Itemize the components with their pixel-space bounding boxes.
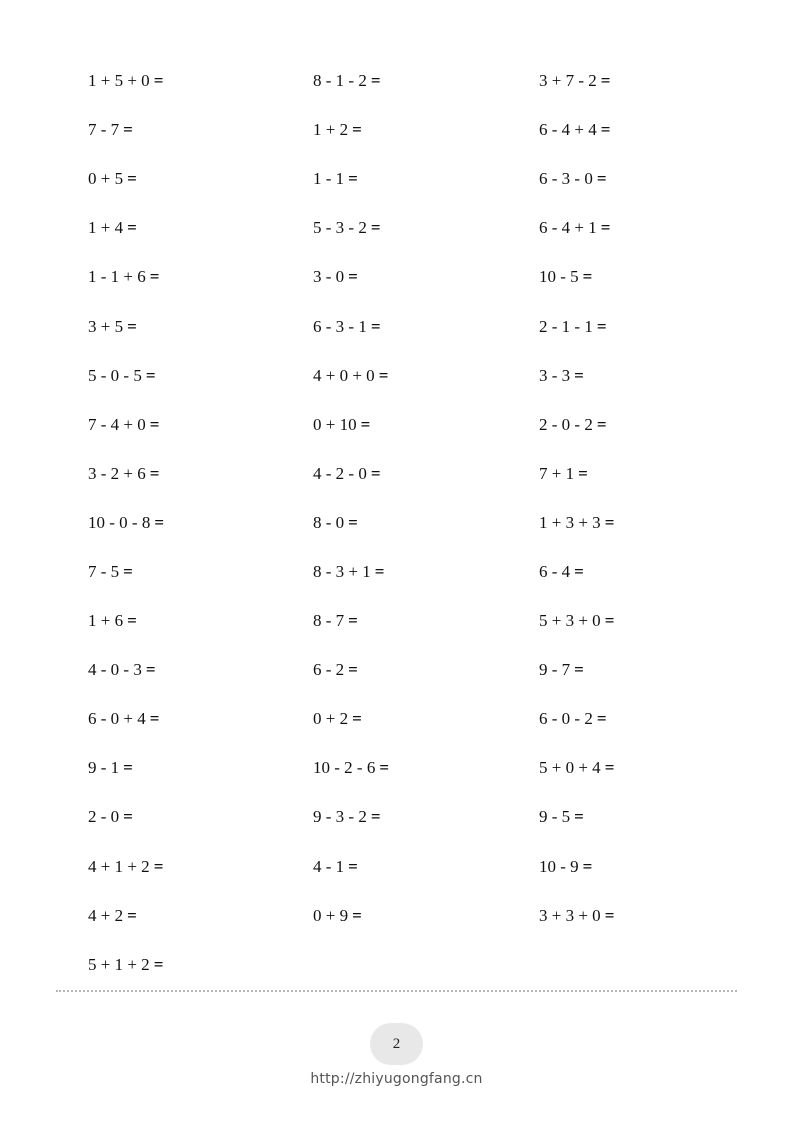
problem-expression: 9 - 1 <box>88 758 120 778</box>
math-problem <box>539 792 768 841</box>
problem-expression: 5 + 1 + 2 <box>88 954 150 974</box>
math-problem <box>88 547 313 596</box>
problem-expression: 7 - 4 + 0 <box>88 414 146 434</box>
math-problem <box>88 596 313 645</box>
problem-expression: 4 + 0 + 0 <box>313 365 375 385</box>
math-problem <box>313 547 539 596</box>
equals-sign: = <box>604 905 615 925</box>
problem-expression: 2 - 0 - 2 <box>539 414 593 434</box>
equals-sign: = <box>145 660 156 680</box>
footer-url[interactable]: http://zhiyugongfang.cn <box>310 1071 483 1087</box>
math-problem <box>539 105 768 154</box>
equals-sign: = <box>578 463 588 483</box>
math-problem <box>313 203 539 252</box>
problem-expression: 6 - 0 - 2 <box>539 709 593 729</box>
math-problem <box>539 940 768 989</box>
problem-expression: 6 - 3 - 1 <box>313 316 367 336</box>
equals-sign: = <box>123 807 133 827</box>
problem-expression: 3 + 5 <box>88 316 124 336</box>
page-number-badge <box>370 1023 423 1065</box>
problem-expression: 0 + 10 <box>313 414 357 434</box>
problem-expression: 3 + 3 + 0 <box>539 905 601 925</box>
math-problem <box>88 498 313 547</box>
problem-expression: 0 + 5 <box>88 169 124 189</box>
math-problem <box>313 56 539 105</box>
equals-sign: = <box>574 807 584 827</box>
problem-expression: 1 + 2 <box>313 120 349 140</box>
equals-sign: = <box>370 71 381 91</box>
math-problem <box>539 400 768 449</box>
equals-sign: = <box>348 660 358 680</box>
problem-expression: 6 - 4 + 1 <box>539 218 597 238</box>
math-problem <box>313 596 539 645</box>
problem-expression: 1 + 5 + 0 <box>88 71 150 91</box>
equals-sign: = <box>370 463 381 483</box>
equals-sign: = <box>370 316 381 336</box>
equals-sign: = <box>582 267 593 287</box>
problem-expression: 7 + 1 <box>539 463 575 483</box>
equals-sign: = <box>145 365 156 385</box>
math-problem <box>313 400 539 449</box>
equals-sign: = <box>149 267 160 287</box>
equals-sign: = <box>600 120 611 140</box>
equals-sign: = <box>123 561 133 581</box>
equals-sign: = <box>600 218 611 238</box>
equals-sign: = <box>153 71 164 91</box>
problem-expression: 4 - 0 - 3 <box>88 660 142 680</box>
math-problem <box>539 56 768 105</box>
equals-sign: = <box>352 905 362 925</box>
problem-expression: 3 + 7 - 2 <box>539 71 597 91</box>
page-number: 2 <box>392 1035 401 1052</box>
equals-sign: = <box>596 169 607 189</box>
problem-expression: 8 - 1 - 2 <box>313 71 367 91</box>
math-problem <box>313 449 539 498</box>
equals-sign: = <box>348 611 358 631</box>
math-problem <box>88 56 313 105</box>
problem-expression: 3 - 0 <box>313 267 345 287</box>
equals-sign: = <box>127 905 137 925</box>
equals-sign: = <box>127 218 137 238</box>
problem-expression: 6 - 3 - 0 <box>539 169 593 189</box>
problem-expression: 5 - 0 - 5 <box>88 365 142 385</box>
math-problem <box>88 449 313 498</box>
equals-sign: = <box>127 316 137 336</box>
equals-sign: = <box>127 611 137 631</box>
problem-grid <box>88 56 768 989</box>
math-problem <box>539 891 768 940</box>
equals-sign: = <box>154 512 165 532</box>
problem-expression: 2 - 0 <box>88 807 120 827</box>
math-problem <box>313 105 539 154</box>
problem-expression: 6 - 0 + 4 <box>88 709 146 729</box>
math-problem <box>313 792 539 841</box>
problem-expression: 10 - 5 <box>539 267 579 287</box>
equals-sign: = <box>600 71 611 91</box>
math-problem <box>313 694 539 743</box>
equals-sign: = <box>604 611 615 631</box>
equals-sign: = <box>370 218 381 238</box>
equals-sign: = <box>378 365 389 385</box>
problem-expression: 10 - 2 - 6 <box>313 758 376 778</box>
math-problem <box>539 154 768 203</box>
problem-expression: 4 - 2 - 0 <box>313 463 367 483</box>
math-problem <box>88 940 313 989</box>
math-problem <box>313 252 539 301</box>
equals-sign: = <box>352 120 362 140</box>
math-problem <box>313 154 539 203</box>
math-problem <box>88 891 313 940</box>
math-problem <box>88 252 313 301</box>
equals-sign: = <box>127 169 137 189</box>
math-problem <box>539 547 768 596</box>
equals-sign: = <box>379 758 390 778</box>
problem-expression: 1 + 6 <box>88 611 124 631</box>
equals-sign: = <box>348 856 358 876</box>
equals-sign: = <box>360 414 371 434</box>
math-problem <box>539 596 768 645</box>
equals-sign: = <box>574 660 584 680</box>
math-problem <box>88 203 313 252</box>
problem-expression: 7 - 5 <box>88 561 120 581</box>
problem-expression: 1 + 3 + 3 <box>539 512 601 532</box>
problem-expression: 6 - 4 + 4 <box>539 120 597 140</box>
math-problem <box>539 842 768 891</box>
problem-expression: 8 - 0 <box>313 512 345 532</box>
math-problem <box>88 842 313 891</box>
problem-expression: 4 - 1 <box>313 856 345 876</box>
math-problem <box>88 154 313 203</box>
math-problem <box>539 351 768 400</box>
math-problem <box>539 203 768 252</box>
equals-sign: = <box>348 512 358 532</box>
problem-expression: 4 + 2 <box>88 905 124 925</box>
problem-expression: 6 - 2 <box>313 660 345 680</box>
math-problem <box>88 400 313 449</box>
equals-sign: = <box>604 758 615 778</box>
math-problem <box>88 645 313 694</box>
problem-expression: 1 - 1 <box>313 169 345 189</box>
equals-sign: = <box>574 561 584 581</box>
problem-expression: 9 - 5 <box>539 807 571 827</box>
problem-expression: 6 - 4 <box>539 561 571 581</box>
equals-sign: = <box>574 365 584 385</box>
problem-expression: 2 - 1 - 1 <box>539 316 593 336</box>
math-problem <box>88 105 313 154</box>
equals-sign: = <box>153 954 164 974</box>
math-problem <box>88 301 313 350</box>
math-problem <box>313 498 539 547</box>
equals-sign: = <box>596 316 607 336</box>
math-problem <box>88 351 313 400</box>
math-problem <box>313 940 539 989</box>
problem-expression: 9 - 7 <box>539 660 571 680</box>
math-problem <box>539 694 768 743</box>
equals-sign: = <box>153 856 164 876</box>
problem-expression: 3 - 3 <box>539 365 571 385</box>
math-problem <box>313 351 539 400</box>
equals-sign: = <box>123 758 133 778</box>
problem-expression: 8 - 3 + 1 <box>313 561 371 581</box>
problem-expression: 10 - 9 <box>539 856 579 876</box>
problem-expression: 3 - 2 + 6 <box>88 463 146 483</box>
problem-expression: 10 - 0 - 8 <box>88 512 151 532</box>
math-problem <box>539 645 768 694</box>
equals-sign: = <box>149 463 160 483</box>
equals-sign: = <box>348 267 358 287</box>
problem-expression: 0 + 9 <box>313 905 349 925</box>
equals-sign: = <box>348 169 358 189</box>
equals-sign: = <box>149 414 160 434</box>
math-problem <box>313 743 539 792</box>
problem-expression: 5 + 0 + 4 <box>539 758 601 778</box>
math-problem <box>539 498 768 547</box>
equals-sign: = <box>582 856 593 876</box>
problem-expression: 7 - 7 <box>88 120 120 140</box>
problem-expression: 5 - 3 - 2 <box>313 218 367 238</box>
math-problem <box>539 252 768 301</box>
problem-expression: 9 - 3 - 2 <box>313 807 367 827</box>
math-problem <box>539 743 768 792</box>
equals-sign: = <box>604 512 615 532</box>
math-problem <box>313 842 539 891</box>
problem-expression: 4 + 1 + 2 <box>88 856 150 876</box>
equals-sign: = <box>149 709 160 729</box>
equals-sign: = <box>596 709 607 729</box>
problem-expression: 8 - 7 <box>313 611 345 631</box>
equals-sign: = <box>370 807 381 827</box>
math-problem <box>539 301 768 350</box>
dotted-divider <box>56 990 737 992</box>
math-problem <box>88 743 313 792</box>
problem-expression: 0 + 2 <box>313 709 349 729</box>
math-problem <box>539 449 768 498</box>
equals-sign: = <box>374 561 385 581</box>
math-problem <box>88 792 313 841</box>
problem-expression: 1 - 1 + 6 <box>88 267 146 287</box>
equals-sign: = <box>123 120 133 140</box>
equals-sign: = <box>596 414 607 434</box>
equals-sign: = <box>352 709 362 729</box>
math-problem <box>313 645 539 694</box>
math-problem <box>313 301 539 350</box>
math-problem <box>88 694 313 743</box>
math-problem <box>313 891 539 940</box>
problem-expression: 1 + 4 <box>88 218 124 238</box>
problem-expression: 5 + 3 + 0 <box>539 611 601 631</box>
